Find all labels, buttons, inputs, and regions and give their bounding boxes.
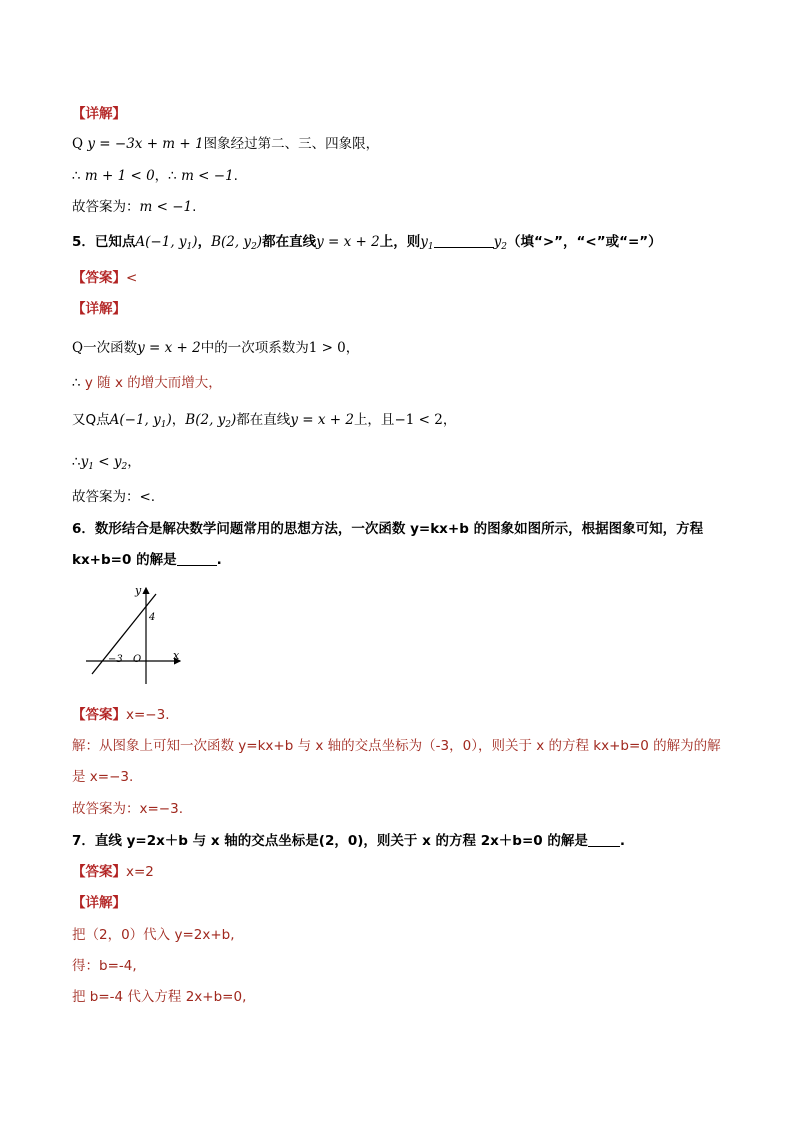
point-b: B(2, $y_2$) — [211, 234, 263, 252]
question-text: 都在直线 — [262, 234, 317, 250]
answer-line — [72, 197, 196, 217]
solution-line — [72, 166, 238, 186]
equation: y = −3x + m + 1 — [87, 136, 204, 152]
answer-line — [72, 862, 154, 882]
y-axis-label: y — [135, 584, 142, 597]
y1-var: $y_1$ — [80, 454, 94, 472]
point-a: A(−1, $y_1$) — [109, 412, 172, 430]
origin-label: O — [133, 654, 142, 665]
answer-line: 故答案为：<. — [72, 489, 156, 505]
equation: y = x + 2 — [137, 340, 201, 356]
question-5 — [72, 232, 662, 257]
inequality: m + 1 < 0 — [84, 168, 155, 184]
answer-tag: 【答案】 — [72, 270, 126, 286]
solution-text: 上，且 — [353, 412, 395, 428]
separator: ， — [154, 168, 169, 184]
question-6-line2: kx+b=0 的解是 . — [72, 552, 222, 568]
point-b: B(2, $y_2$) — [185, 412, 237, 430]
solution-text: 图象经过第二、三、四象限， — [203, 136, 380, 152]
y1-var: $y_1$ — [420, 234, 434, 252]
answer-math: m < −1 — [139, 199, 193, 215]
solution-line — [72, 134, 379, 154]
detail-tag: 【详解】 — [72, 106, 126, 122]
solution-text: 中的一次项系数为 — [200, 340, 309, 356]
separator: ， — [442, 412, 457, 428]
answer-value: x=−3. — [126, 707, 170, 723]
solution-line: 把（2，0）代入 y=2x+b, — [72, 927, 235, 943]
answer-value: < — [126, 270, 138, 286]
x-intercept-label: −3 — [108, 654, 123, 665]
line-equation: y = x + 2 — [290, 412, 354, 428]
solution-line: 得：b=-4, — [72, 958, 137, 974]
question-6-line1: 6．数形结合是解决数学问题常用的思想方法，一次函数 y=kx+b 的图象如图所示，根据图象可知，方程 — [72, 521, 704, 537]
since-symbol: Q — [72, 340, 84, 356]
therefore-symbol: ∴ — [72, 375, 81, 391]
answer-line — [72, 705, 170, 725]
line-equation: y = x + 2 — [316, 234, 380, 250]
answer-value: x=2 — [126, 864, 154, 880]
solution-text: 又Q点 — [72, 412, 110, 428]
solution-line — [72, 452, 141, 477]
inequality: m < −1 — [181, 168, 234, 184]
solution-text: 一次函数 — [83, 340, 138, 356]
period: . — [233, 168, 238, 184]
solution-text: y 随 x 的增大而增大， — [80, 375, 222, 391]
answer-tag: 【答案】 — [72, 864, 126, 880]
separator: ， — [127, 454, 141, 470]
inequality: −1 < 2 — [394, 412, 443, 428]
solution-line — [72, 410, 456, 435]
question-text: 上，则 — [379, 234, 421, 250]
period: . — [192, 199, 197, 215]
detail-tag: 【详解】 — [72, 895, 126, 911]
answer-blank — [588, 846, 620, 847]
therefore-symbol: ∴ — [72, 168, 81, 184]
x-axis-label: x — [173, 649, 180, 662]
y2-var: $y_2$ — [113, 454, 128, 472]
solution-line — [72, 373, 222, 393]
question-text: 已知点 — [94, 234, 136, 250]
question-text: （填“>”，“<”或“=”） — [506, 234, 662, 250]
therefore-symbol: ∴ — [168, 168, 177, 184]
since-symbol: Q — [72, 136, 84, 152]
separator: ， — [171, 412, 186, 428]
point-a: A(−1, $y_1$) — [135, 234, 198, 252]
answer-blank — [177, 565, 217, 566]
solution-line: 把 b=-4 代入方程 2x+b=0, — [72, 989, 247, 1005]
separator: ， — [197, 234, 212, 250]
question-number: 5． — [72, 234, 95, 250]
less-than: < — [93, 454, 114, 470]
answer-tag: 【答案】 — [72, 707, 126, 723]
solution-line: 是 x=−3. — [72, 769, 134, 785]
detail-tag: 【详解】 — [72, 301, 126, 317]
inequality: 1 > 0 — [308, 340, 346, 356]
y2-var: $y_2$ — [493, 234, 507, 252]
separator: ， — [345, 340, 360, 356]
answer-blank — [434, 247, 494, 248]
answer-prefix: 故答案为： — [72, 199, 140, 215]
therefore-symbol: ∴ — [72, 454, 81, 470]
solution-text: 都在直线 — [236, 412, 291, 428]
y-intercept-label: 4 — [149, 612, 156, 623]
answer-line — [72, 268, 137, 288]
linear-function-graph — [80, 580, 190, 690]
solution-line — [72, 338, 359, 358]
answer-line: 故答案为：x=−3. — [72, 801, 183, 817]
solution-line: 解：从图象上可知一次函数 y=kx+b 与 x 轴的交点坐标为（-3，0），则关于 x 的方程 kx+b=0 的解为的解 — [72, 738, 721, 754]
question-7: 7．直线 y=2x＋b 与 x 轴的交点坐标是(2，0)，则关于 x 的方程 2x＋b=0 的解是 . — [72, 833, 626, 849]
